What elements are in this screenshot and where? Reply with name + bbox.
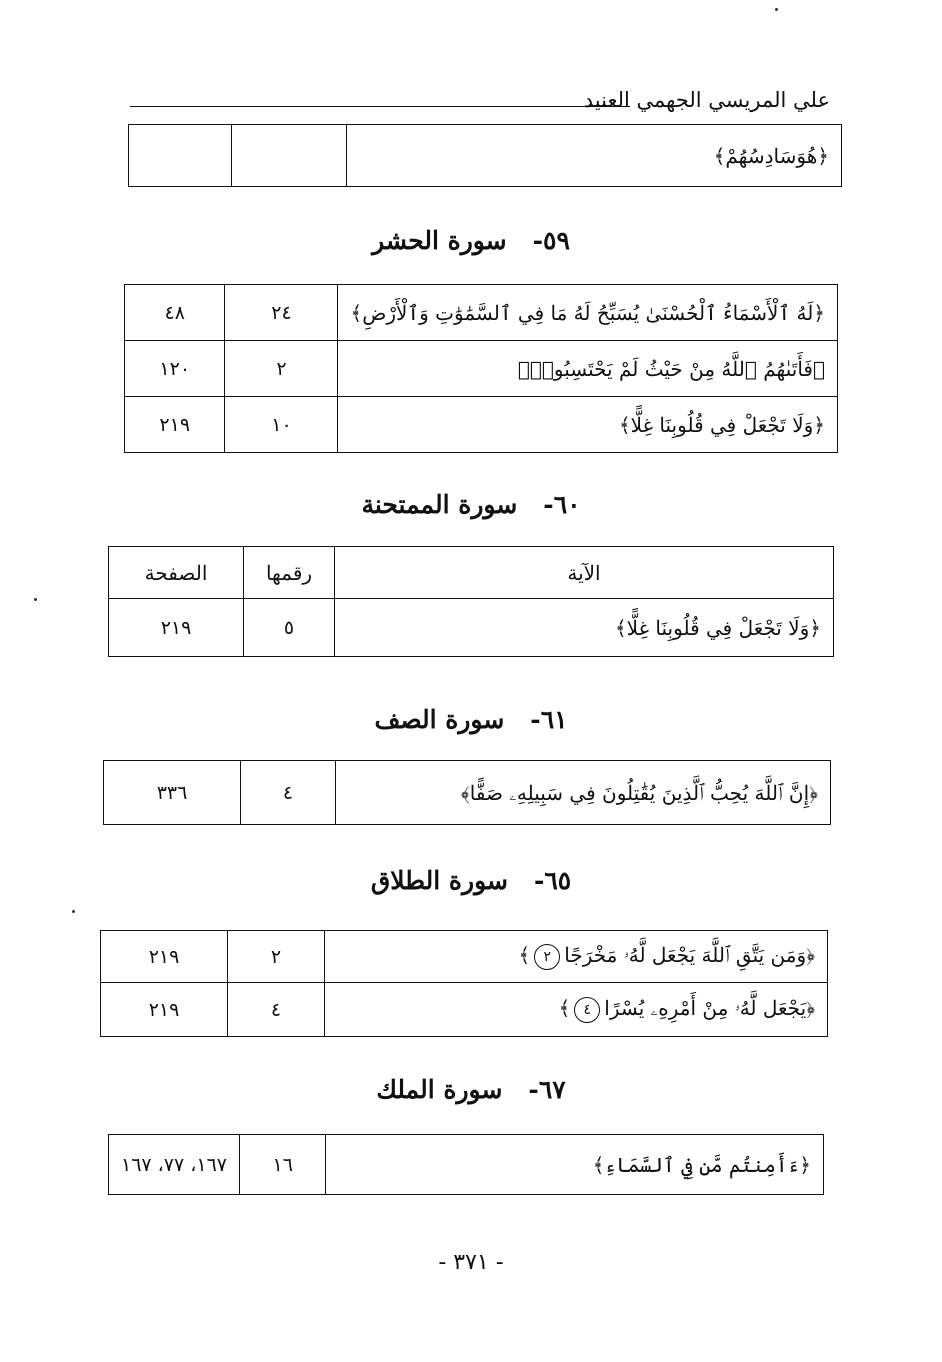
verses-table-talaq xyxy=(100,930,828,1037)
verse-cell xyxy=(325,983,828,1037)
page-number: - ٣٧١ - xyxy=(438,1250,504,1275)
page-number-cell: ٤٨ xyxy=(125,285,225,341)
verse-text: ﴿وَمَن يَتَّقِ ٱللَّهَ يَجْعَل لَّهُۥ مَخْرَجًا xyxy=(564,943,815,968)
continuation-table xyxy=(128,124,842,187)
page-number-cell: ٢١٩ xyxy=(125,397,225,453)
surah-number: ٦٠- xyxy=(543,490,581,519)
surah-title-hashr xyxy=(0,226,942,255)
verse-cell: ﴿لَهُ ٱلْأَسْمَاءُ ٱلْحُسْنَىٰ يُسَبِّحُ لَهُ مَا فِي ٱلسَّمَٰوَٰتِ وَٱلْأَرْضِ﴾ xyxy=(338,285,838,341)
verses-table-mulk xyxy=(108,1134,824,1195)
table-row xyxy=(104,761,831,825)
surah-name: سورة الملك xyxy=(376,1075,503,1104)
surah-title-mumtahana xyxy=(0,490,942,519)
header-title: علي المريسي الجهمي العنيد xyxy=(583,88,830,112)
verse-close-bracket: ﴾ xyxy=(558,996,571,1021)
verses-table-mumtahana xyxy=(108,546,834,657)
surah-name: سورة الطلاق xyxy=(370,866,508,895)
verses-table-saff xyxy=(103,760,831,825)
column-header-verse: الآية xyxy=(335,547,834,599)
running-header xyxy=(130,88,830,124)
verse-cell xyxy=(325,931,828,983)
table-row xyxy=(101,931,828,983)
ayah-number-mark: ٢ xyxy=(534,944,560,970)
surah-number: ٦١- xyxy=(530,705,568,734)
verse-close-bracket: ﴾ xyxy=(518,943,531,968)
page-number-cell: ٢١٩ xyxy=(101,931,228,983)
header-rule xyxy=(130,106,630,107)
scan-speck xyxy=(72,910,75,913)
verse-number-cell: ١٠ xyxy=(225,397,338,453)
page-number-cell: ٣٣٦ xyxy=(104,761,241,825)
verse-number-cell: ٥ xyxy=(244,599,335,657)
verse-number-cell: ٢ xyxy=(228,931,325,983)
table-row xyxy=(125,285,838,341)
verses-table-hashr xyxy=(124,284,838,453)
verse-number-cell: ٤ xyxy=(241,761,336,825)
page-number-cell: ١٢٠ xyxy=(125,341,225,397)
surah-name: سورة الحشر xyxy=(372,226,507,255)
verse-cell: ﴿ءَأَمِنتُم مَّن فِي ٱلسَّمَاءِ﴾ xyxy=(326,1135,824,1195)
table-row xyxy=(109,599,834,657)
verse-cell: ﴿وَلَا تَجْعَلْ فِي قُلُوبِنَا غِلًّا﴾ xyxy=(335,599,834,657)
page-number-cell: ٢١٩ xyxy=(101,983,228,1037)
surah-title-talaq xyxy=(0,866,942,895)
scan-speck xyxy=(775,8,778,11)
column-header-number: رقمها xyxy=(244,547,335,599)
verse-number-cell xyxy=(232,125,347,187)
page-number-cell xyxy=(129,125,232,187)
surah-number: ٦٧- xyxy=(528,1075,566,1104)
page-number-cell: ٢١٩ xyxy=(109,599,244,657)
ayah-number-mark: ٤ xyxy=(574,997,600,1023)
verse-text: ﴿يَجْعَل لَّهُۥ مِنْ أَمْرِهِۦ يُسْرًا xyxy=(604,996,815,1021)
surah-name: سورة الممتحنة xyxy=(361,490,518,519)
table-row xyxy=(101,983,828,1037)
table-header-row xyxy=(109,547,834,599)
verse-number-cell: ٤ xyxy=(228,983,325,1037)
page-number-cell: ١٦٧، ٧٧، ١٦٧ xyxy=(109,1135,240,1195)
surah-title-saff xyxy=(0,705,942,734)
verse-cell: ﴿إِنَّ ٱللَّهَ يُحِبُّ ٱلَّذِينَ يُقَٰتِلُونَ فِي سَبِيلِهِۦ صَفًّا﴾ xyxy=(336,761,831,825)
verse-number-cell: ١٦ xyxy=(240,1135,326,1195)
surah-number: ٥٩- xyxy=(532,226,570,255)
column-header-page: الصفحة xyxy=(109,547,244,599)
table-row xyxy=(109,1135,824,1195)
surah-title-mulk xyxy=(0,1075,942,1104)
verse-number-cell: ٢٤ xyxy=(225,285,338,341)
verse-number-cell: ٢ xyxy=(225,341,338,397)
scan-speck xyxy=(34,598,37,601)
verse-cell: ﴿فَأَتَىٰهُمُ ٱللَّهُ مِنْ حَيْثُ لَمْ يَحْتَسِبُوا۟﴾ xyxy=(338,341,838,397)
surah-name: سورة الصف xyxy=(374,705,505,734)
table-row xyxy=(129,125,842,187)
verse-cell: ﴿وَلَا تَجْعَلْ فِي قُلُوبِنَا غِلًّا﴾ xyxy=(338,397,838,453)
verse-cell: ﴿هُوَسَادِسُهُمْ﴾ xyxy=(347,125,842,187)
surah-number: ٦٥- xyxy=(533,866,572,895)
table-row xyxy=(125,341,838,397)
table-row xyxy=(125,397,838,453)
